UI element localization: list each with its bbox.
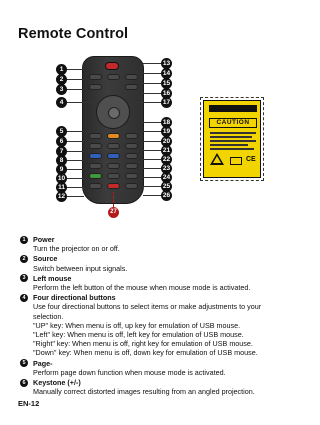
laser-warning-icon [210,153,224,165]
callout-23: 23 [162,165,171,172]
caution-word: CAUTION [209,118,257,128]
callout-25: 25 [162,183,171,190]
remote-button [89,173,102,179]
item-text: Switch between input signals. [33,263,128,273]
item-text: Perform the left button of the mouse when mouse mode is activated. [33,283,251,293]
remote-button [125,163,138,169]
page-number: EN-12 [18,399,40,408]
remote-button [125,173,138,179]
callout-22: 22 [162,156,171,163]
callout-8: 8 [56,155,67,166]
remote-figure [20,52,282,224]
remote-button [125,143,138,149]
remote-button [89,153,102,159]
callout-21: 21 [162,147,171,154]
callout-4: 4 [56,97,67,108]
callout-11: 11 [56,182,67,193]
remote-button [107,183,120,189]
callout-19: 19 [162,128,171,135]
item-number: 6 [20,379,28,387]
callout-7: 7 [56,146,67,157]
item-title: Source [33,254,58,264]
remote-button [107,74,120,80]
ce-mark: CE [246,156,256,163]
item-text: "Left" key: When menu is off, left key for emulation of USB mouse. [33,330,244,340]
item-number: 2 [20,255,28,263]
callout-20: 20 [162,138,171,145]
list-item [20,274,290,292]
list-item [20,293,290,357]
callout-17: 17 [162,99,171,106]
remote-button [89,143,102,149]
list-item [20,254,290,272]
item-title: Four directional buttons [33,293,116,303]
remote-button [125,74,138,80]
power-button-illustration [105,62,119,70]
callout-3: 3 [56,84,67,95]
remote-button [89,183,102,189]
remote-button [107,163,120,169]
directional-pad-illustration [96,95,130,129]
caution-label [203,100,261,178]
callout-24: 24 [162,174,171,181]
remote-button [107,133,120,139]
remote-button [89,163,102,169]
item-text: Perform page down function when mouse mode is activated. [33,367,226,377]
item-title: Page- [33,358,53,368]
remote-button [89,84,102,90]
item-text: Manually correct distorted images resulting from an angled projection. [33,387,255,397]
item-number: 3 [20,274,28,282]
item-title: Keystone (+/-) [33,378,81,388]
remote-button [125,133,138,139]
remote-button [107,153,120,159]
item-text: "Right" key: When menu is off, right key for emulation of USB mouse. [33,339,253,349]
callout-1: 1 [56,64,67,75]
callout-15: 15 [162,80,171,87]
caution-label-header-bar [209,105,257,112]
item-text: "UP" key: When menu is off, up key for emulation of USB mouse. [33,320,241,330]
item-number: 5 [20,359,28,367]
list-item [20,235,290,253]
item-text: "Down" key: When menu is off, down key for emulation of USB mouse. [33,348,258,358]
item-text: selection. [33,311,64,321]
callout-12: 12 [57,193,66,200]
item-title: Left mouse [33,273,72,283]
item-number: 4 [20,294,28,302]
callout-10: 10 [57,175,66,182]
list-item [20,359,290,377]
remote-button [107,173,120,179]
callout-16: 16 [162,90,171,97]
list-item [20,378,290,396]
remote-button [125,183,138,189]
callout-9: 9 [56,164,67,175]
remote-button [125,84,138,90]
item-text: Turn the projector on or off. [33,244,120,254]
callout-5: 5 [56,126,67,137]
item-number: 1 [20,236,28,244]
button-description-list [20,235,290,397]
callout-26: 26 [162,192,171,199]
remote-button [89,74,102,80]
callout-2: 2 [56,74,67,85]
certification-box-icon [230,157,242,165]
callout-13: 13 [162,60,171,67]
remote-button [89,133,102,139]
remote-button [107,143,120,149]
callout-6: 6 [56,136,67,147]
callout-14: 14 [162,70,171,77]
callout-18: 18 [162,119,171,126]
remote-button [125,153,138,159]
dpad-center [108,107,120,119]
item-text: Use four directional buttons to select items or make adjustments to your [33,302,262,312]
remote-control-illustration [82,56,144,204]
page-title: Remote Control [18,26,129,42]
callout-27: 27 [108,207,119,218]
item-title: Power [33,235,55,244]
